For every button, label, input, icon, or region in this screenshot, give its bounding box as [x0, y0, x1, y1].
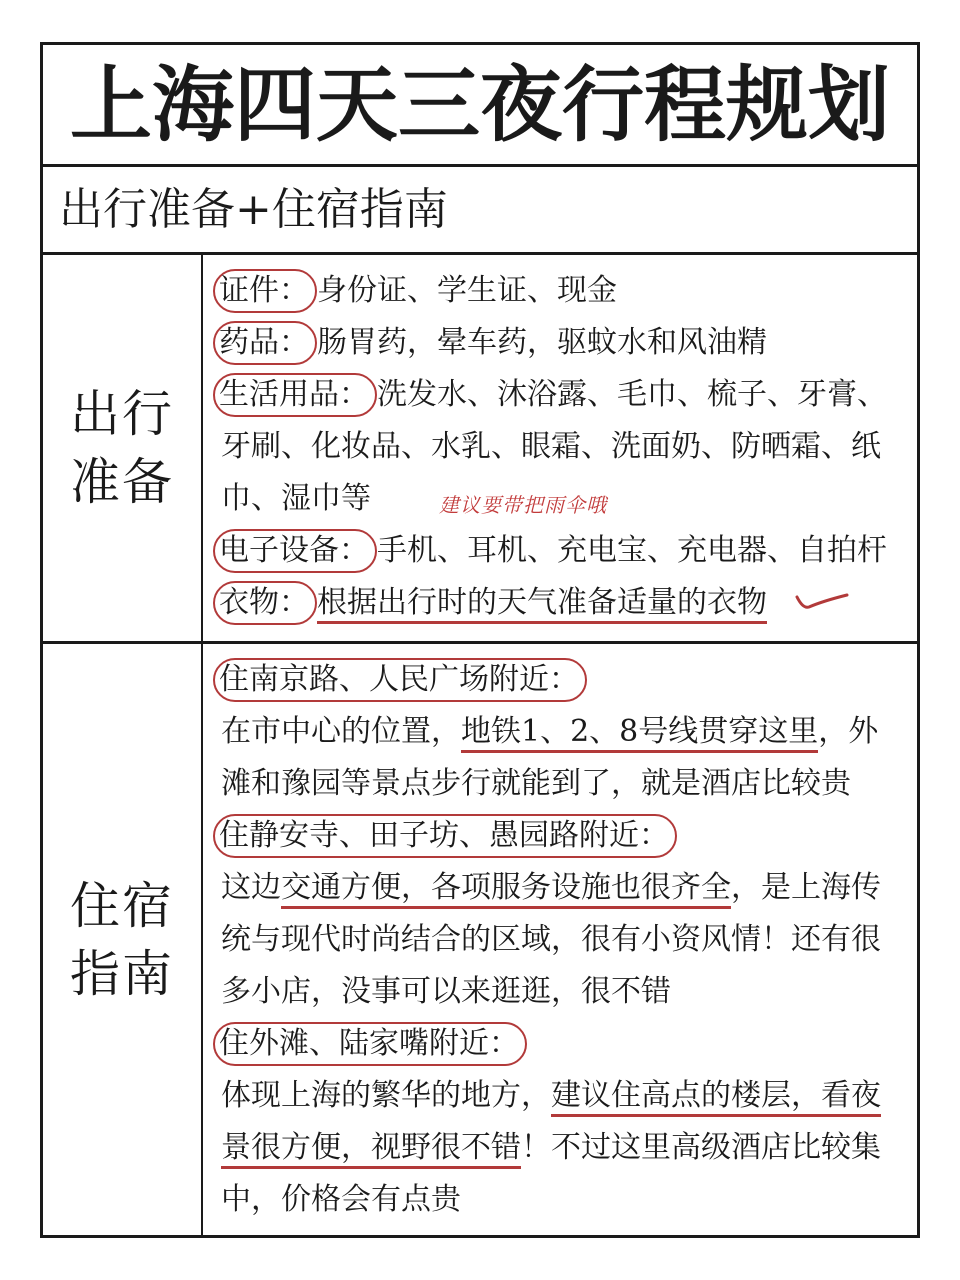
prep-value-clothes: 根据出行时的天气准备适量的衣物	[317, 585, 767, 624]
prep-toiletries-cont2: 巾、湿巾等	[221, 481, 371, 516]
prep-label	[67, 380, 177, 516]
prep-toiletries-cont2-row	[221, 473, 911, 525]
stay-label-line1: 住宿	[70, 876, 174, 935]
prep-item-clothes	[221, 577, 911, 629]
umbrella-note: 建议要带把雨伞哦	[439, 493, 607, 517]
area3-text-underlined-2: 景很方便，视野很不错	[221, 1130, 521, 1169]
prep-row	[43, 255, 917, 644]
area3-text-a: 体现上海的繁华的地方，	[221, 1078, 551, 1113]
prep-label-line2: 准备	[70, 453, 174, 511]
area1-heading: 住南京路、人民广场附近：	[213, 658, 587, 702]
prep-label-cell	[43, 255, 203, 641]
prep-value-toiletries: 洗发水、沐浴露、毛巾、梳子、牙膏、	[377, 377, 887, 412]
stay-label	[67, 872, 177, 1008]
prep-key-toiletries: 生活用品：	[213, 373, 377, 417]
area2-line1	[221, 862, 911, 914]
area2-text-c: ，是上海传	[731, 870, 881, 905]
area2-line2: 统与现代时尚结合的区域，很有小资风情！还有很	[221, 922, 881, 957]
prep-value-documents: 身份证、学生证、现金	[317, 273, 617, 308]
prep-toiletries-cont1: 牙刷、化妆品、水乳、眼霜、洗面奶、防晒霜、纸	[221, 429, 881, 464]
area1-text-a: 在市中心的位置，	[221, 714, 461, 749]
area3-heading: 住外滩、陆家嘴附近：	[213, 1022, 527, 1066]
stay-row	[43, 644, 917, 1235]
prep-label-line1: 出行	[70, 385, 174, 443]
area2-text-underlined: 交通方便，各项服务设施也很齐全	[281, 870, 731, 909]
prep-key-clothes: 衣物：	[213, 581, 317, 625]
page-title: 上海四天三夜行程规划	[43, 45, 917, 167]
prep-item-electronics	[221, 525, 911, 577]
area3-text-underlined: 建议住高点的楼层，看夜	[551, 1078, 881, 1117]
area2-line3: 多小店，没事可以来逛逛，很不错	[221, 974, 671, 1009]
area1-text-c: ，外	[818, 714, 879, 749]
prep-item-documents	[221, 265, 911, 317]
prep-key-documents: 证件：	[213, 269, 317, 313]
prep-value-medicine: 肠胃药，晕车药，驱蚊水和风油精	[317, 325, 767, 360]
stay-label-cell	[43, 644, 203, 1235]
area3-text-b: ！不过这里高级酒店比较集	[521, 1130, 881, 1165]
area2-text-a: 这边	[221, 870, 281, 905]
area1-heading-row	[221, 654, 911, 706]
area3-line2	[221, 1122, 911, 1174]
prep-value-electronics: 手机、耳机、充电宝、充电器、自拍杆	[377, 533, 887, 568]
area2-heading-row	[221, 810, 911, 862]
prep-key-medicine: 药品：	[213, 321, 317, 365]
area1-text-underlined: 地铁1、2、8号线贯穿这里	[461, 714, 818, 753]
prep-key-electronics: 电子设备：	[213, 529, 377, 573]
area3-heading-row	[221, 1018, 911, 1070]
section-subtitle: 出行准备+住宿指南	[43, 167, 917, 255]
prep-item-toiletries	[221, 369, 911, 421]
stay-label-line2: 指南	[70, 944, 174, 1003]
area1-line2: 滩和豫园等景点步行就能到了，就是酒店比较贵	[221, 766, 851, 801]
area3-line1	[221, 1070, 911, 1122]
itinerary-sheet	[40, 42, 920, 1238]
area2-heading: 住静安寺、田子坊、愚园路附近：	[213, 814, 677, 858]
prep-item-medicine	[221, 317, 911, 369]
prep-content	[221, 265, 911, 629]
area1-line1	[221, 706, 911, 758]
area3-line3: 中，价格会有点贵	[221, 1182, 461, 1217]
stay-content	[221, 654, 911, 1226]
check-mark-icon	[793, 587, 853, 617]
